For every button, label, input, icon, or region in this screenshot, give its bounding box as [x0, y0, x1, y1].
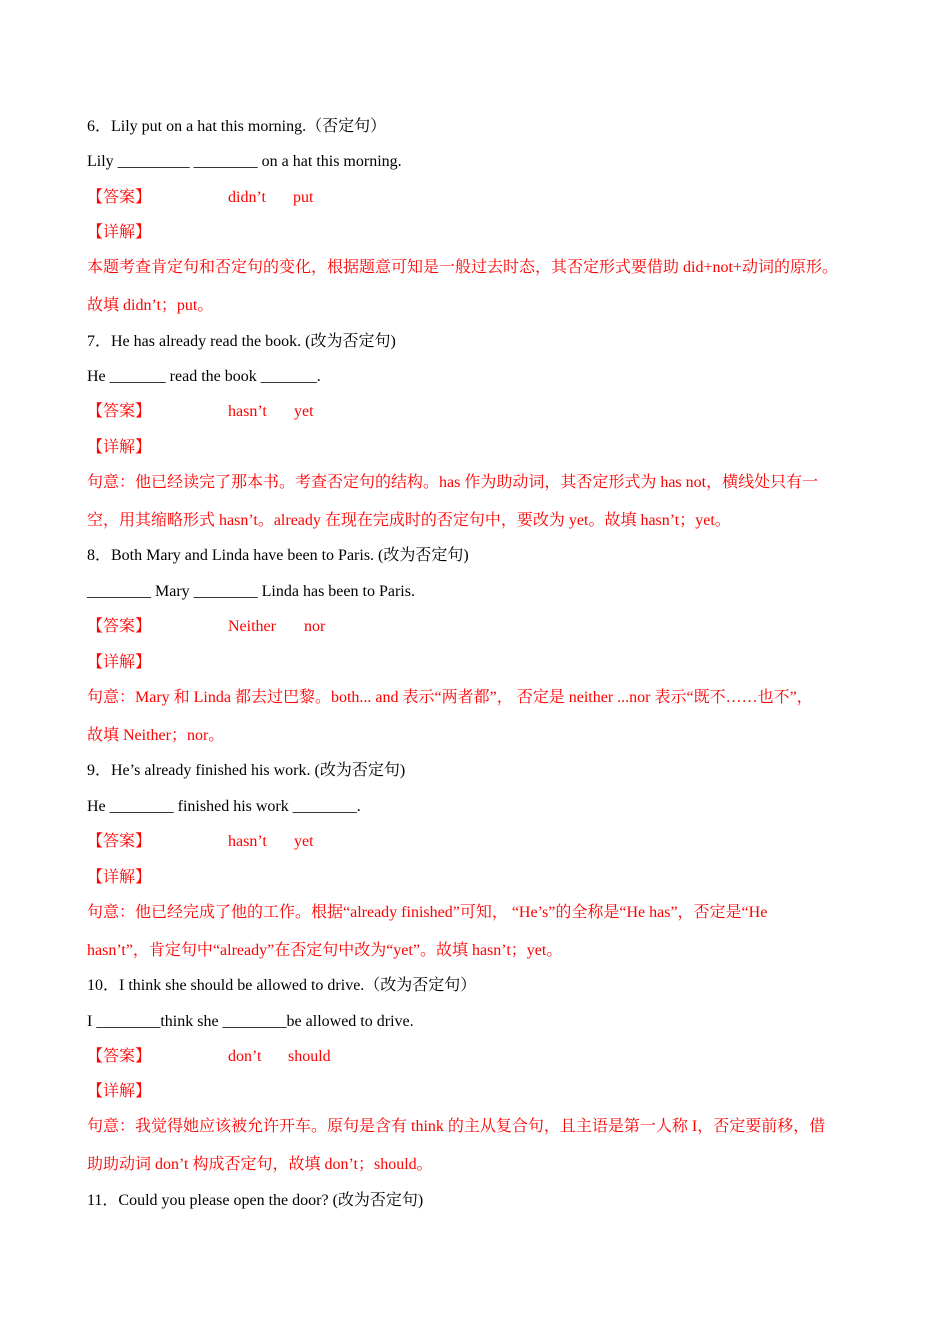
explain-text-6b: 故填 didn’t；put。 — [87, 297, 214, 314]
explain-label-10: 【详解】 — [87, 1083, 152, 1100]
answer-value-1: Neither — [228, 618, 276, 635]
explain-text-6a: 本题考查肯定句和否定句的变化，根据题意可知是一般过去时态，其否定形式要借助 did+not+动词的原形。 — [87, 259, 838, 276]
question-7: 7．He has already read the book. (改为否定句) — [87, 333, 396, 350]
answer-label: 【答案】 — [87, 1048, 152, 1065]
answer-row-10 — [87, 1047, 331, 1067]
explain-text-9b: hasn’t”，肯定句中“already”在否定句中改为“yet”。故填 hasn’t；yet。 — [87, 942, 563, 959]
answer-value-1: didn’t — [228, 189, 266, 206]
answer-row-9 — [87, 832, 314, 852]
answer-label: 【答案】 — [87, 833, 152, 850]
explain-text-7b: 空，用其缩略形式 hasn’t。already 在现在完成时的否定句中，要改为 yet。故填 hasn’t；yet。 — [87, 512, 731, 529]
answer-value-2: yet — [294, 403, 314, 420]
blank-line-6: Lily _________ ________ on a hat this morning. — [87, 153, 402, 170]
answer-label: 【答案】 — [87, 618, 152, 635]
answer-value-1: hasn’t — [228, 403, 267, 420]
answer-value-2: yet — [294, 833, 314, 850]
answer-row-8 — [87, 617, 326, 637]
answer-label: 【答案】 — [87, 189, 152, 206]
question-11: 11．Could you please open the door? (改为否定句) — [87, 1192, 424, 1209]
blank-line-9: He ________ finished his work ________. — [87, 798, 361, 815]
blank-line-10: I ________think she ________be allowed to drive. — [87, 1013, 414, 1030]
question-9: 9．He’s already finished his work. (改为否定句) — [87, 762, 406, 779]
explain-text-9a: 句意：他已经完成了他的工作。根据“already finished”可知， “He’s”的全称是“He has”，否定是“He — [87, 904, 768, 921]
question-10: 10．I think she should be allowed to drive.（改为否定句） — [87, 977, 477, 994]
answer-value-1: hasn’t — [228, 833, 267, 850]
answer-value-2: put — [293, 189, 314, 206]
answer-label: 【答案】 — [87, 403, 152, 420]
explain-text-10a: 句意：我觉得她应该被允许开车。原句是含有 think 的主从复合句，且主语是第一人称 I，否定要前移，借 — [87, 1118, 826, 1135]
answer-value-1: don’t — [228, 1048, 262, 1065]
blank-line-7: He _______ read the book _______. — [87, 368, 321, 385]
explain-label-8: 【详解】 — [87, 654, 152, 671]
answer-value-2: nor — [304, 618, 326, 635]
blank-line-8: ________ Mary ________ Linda has been to Paris. — [87, 583, 415, 600]
explain-text-8a: 句意：Mary 和 Linda 都去过巴黎。both... and 表示“两者都”， 否定是 neither ...nor 表示“既不……也不”， — [87, 689, 813, 706]
question-6: 6．Lily put on a hat this morning.（否定句） — [87, 118, 387, 135]
answer-row-6 — [87, 188, 314, 208]
explain-label-7: 【详解】 — [87, 439, 152, 456]
answer-value-2: should — [288, 1048, 331, 1065]
explain-text-8b: 故填 Neither；nor。 — [87, 727, 225, 744]
explain-text-7a: 句意：他已经读完了那本书。考查否定句的结构。has 作为助动词，其否定形式为 has not，横线处只有一 — [87, 474, 819, 491]
question-8: 8．Both Mary and Linda have been to Paris. (改为否定句) — [87, 547, 469, 564]
explain-label-6: 【详解】 — [87, 224, 152, 241]
answer-row-7 — [87, 402, 314, 422]
explain-label-9: 【详解】 — [87, 869, 152, 886]
explain-text-10b: 助助动词 don’t 构成否定句，故填 don’t；should。 — [87, 1156, 433, 1173]
